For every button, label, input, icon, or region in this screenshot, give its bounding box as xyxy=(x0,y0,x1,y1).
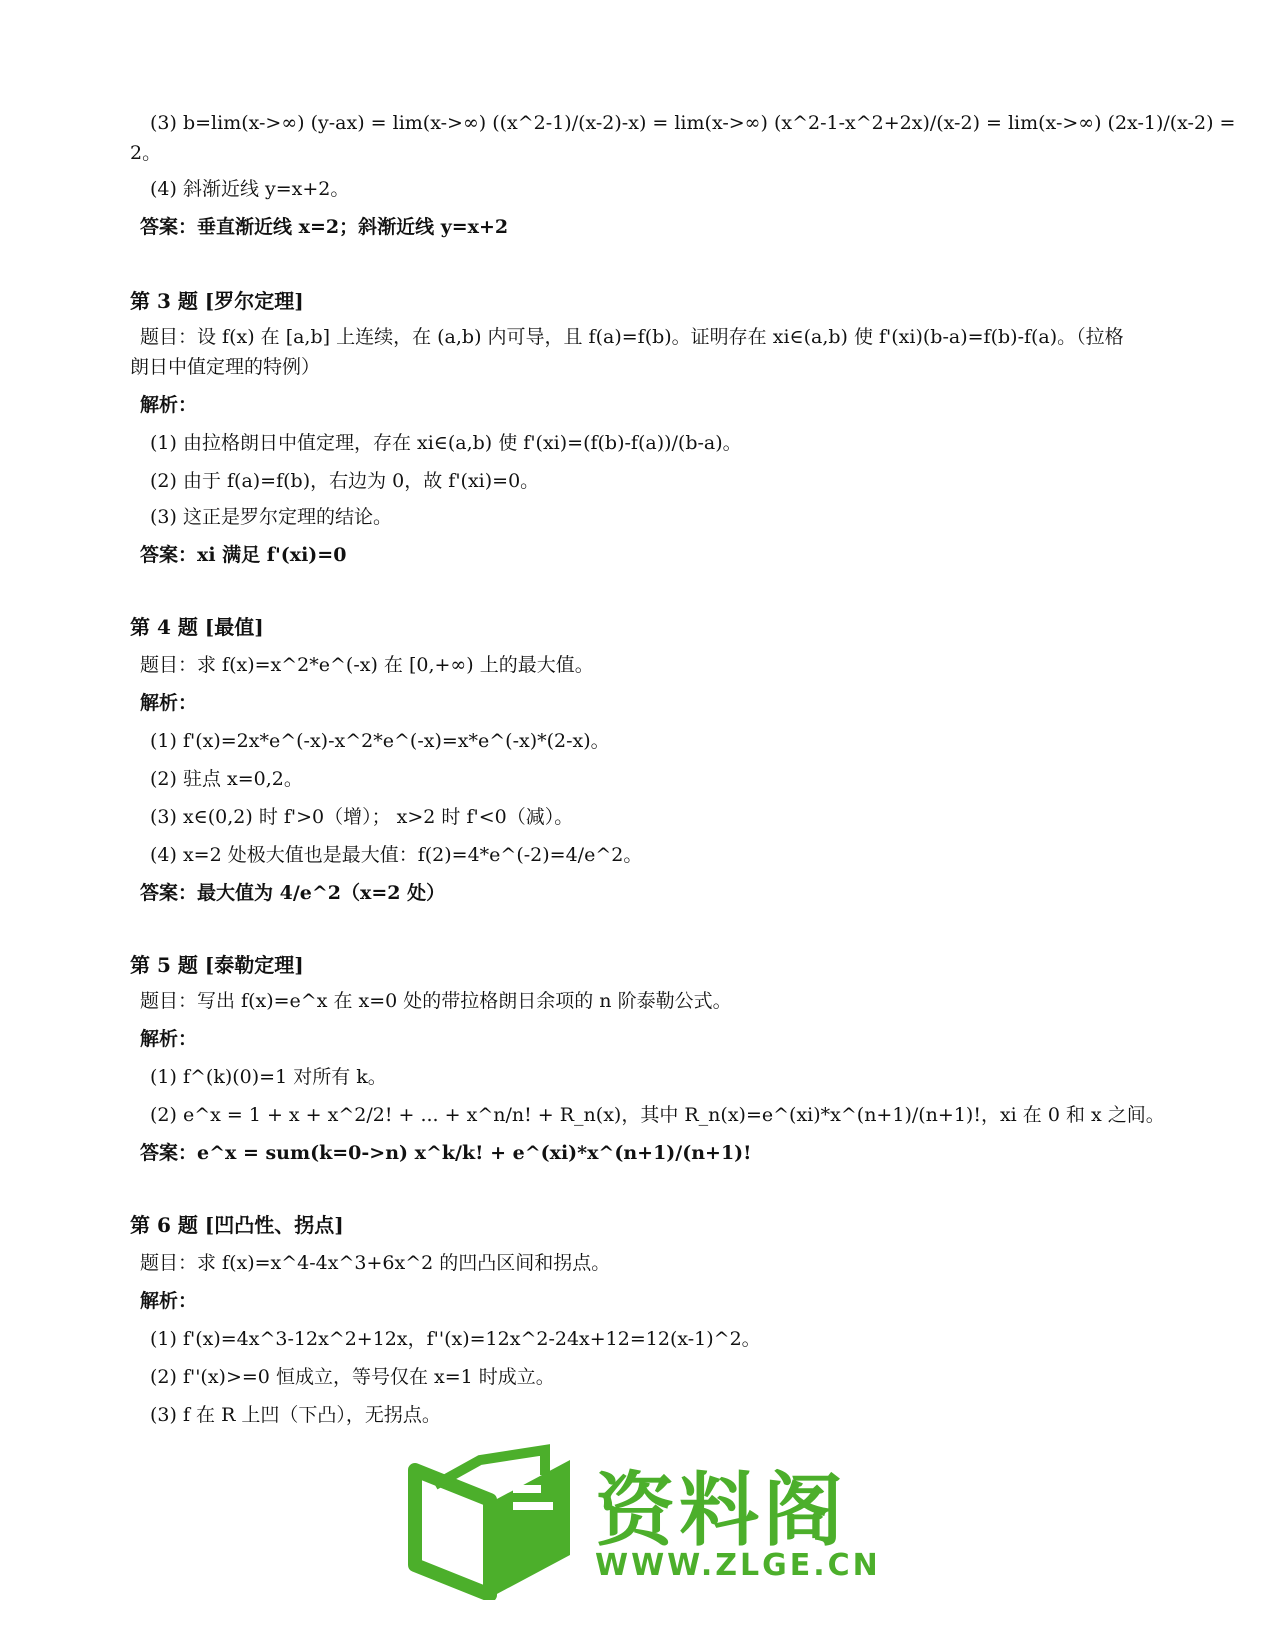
step-line-1: (3) b=lim(x->∞) (y-ax) = lim(x->∞) ((x^2-1)/(x-2)-x) = lim(x->∞) (x^2-1-x^2+2x)/(x-2) = lim(x->∞) (2x-1)/(x-2) = xyxy=(150,112,1236,134)
watermark xyxy=(395,1440,881,1600)
step-line-31: (2) f''(x)>=0 恒成立，等号仅在 x=1 时成立。 xyxy=(150,1366,555,1388)
step-line-17: (2) 驻点 x=0,2。 xyxy=(150,768,303,790)
step-line-32: (3) f 在 R 上凹（下凸），无拐点。 xyxy=(150,1404,441,1426)
question-title-13: 第 4 题 [最值] xyxy=(130,615,264,639)
step-line-18: (3) x∈(0,2) 时 f'>0（增）； x>2 时 f'<0（减）。 xyxy=(150,806,574,828)
text-line-28: 题目：求 f(x)=x^4-4x^3+6x^2 的凹凸区间和拐点。 xyxy=(140,1252,611,1274)
step-line-10: (2) 由于 f(a)=f(b)，右边为 0，故 f'(xi)=0。 xyxy=(150,470,540,492)
answer-or-label-29: 解析： xyxy=(140,1290,198,1312)
answer-or-label-15: 解析： xyxy=(140,692,198,714)
watermark-name: 资料阁 xyxy=(595,1464,847,1557)
watermark-url: WWW.ZLGE.CN xyxy=(595,1548,881,1583)
text-line-2: 2。 xyxy=(130,142,162,164)
text-line-14: 题目：求 f(x)=x^2*e^(-x) 在 [0,+∞) 上的最大值。 xyxy=(140,654,594,676)
answer-or-label-23: 解析： xyxy=(140,1028,198,1050)
question-title-5: 第 3 题 [罗尔定理] xyxy=(130,289,304,313)
text-line-7: 朗日中值定理的特例） xyxy=(130,356,321,378)
text-line-22: 题目：写出 f(x)=e^x 在 x=0 处的带拉格朗日余项的 n 阶泰勒公式。 xyxy=(140,990,732,1012)
open-folder-book-icon xyxy=(395,1440,595,1600)
step-line-24: (1) f^(k)(0)=1 对所有 k。 xyxy=(150,1066,387,1088)
step-line-3: (4) 斜渐近线 y=x+2。 xyxy=(150,178,350,200)
answer-or-label-12: 答案：xi 满足 f'(xi)=0 xyxy=(140,544,347,566)
step-line-19: (4) x=2 处极大值也是最大值：f(2)=4*e^(-2)=4/e^2。 xyxy=(150,844,643,866)
step-line-9: (1) 由拉格朗日中值定理，存在 xi∈(a,b) 使 f'(xi)=(f(b)-f(a))/(b-a)。 xyxy=(150,432,742,454)
step-line-30: (1) f'(x)=4x^3-12x^2+12x，f''(x)=12x^2-24x+12=12(x-1)^2。 xyxy=(150,1328,761,1350)
answer-or-label-20: 答案：最大值为 4/e^2（x=2 处） xyxy=(140,882,446,904)
text-line-6: 题目：设 f(x) 在 [a,b] 上连续，在 (a,b) 内可导，且 f(a)=f(b)。证明存在 xi∈(a,b) 使 f'(xi)(b-a)=f(b)-f(a)。（拉格 xyxy=(140,326,1124,348)
step-line-16: (1) f'(x)=2x*e^(-x)-x^2*e^(-x)=x*e^(-x)*(2-x)。 xyxy=(150,730,610,752)
answer-or-label-26: 答案：e^x = sum(k=0->n) x^k/k! + e^(xi)*x^(n+1)/(n+1)! xyxy=(140,1142,752,1164)
step-line-25: (2) e^x = 1 + x + x^2/2! + ... + x^n/n! + R_n(x)，其中 R_n(x)=e^(xi)*x^(n+1)/(n+1)!，xi 在 0 和 x 之间。 xyxy=(150,1104,1165,1126)
answer-or-label-8: 解析： xyxy=(140,394,198,416)
question-title-21: 第 5 题 [泰勒定理] xyxy=(130,953,304,977)
question-title-27: 第 6 题 [凹凸性、拐点] xyxy=(130,1213,344,1237)
step-line-11: (3) 这正是罗尔定理的结论。 xyxy=(150,506,392,528)
answer-or-label-4: 答案：垂直渐近线 x=2；斜渐近线 y=x+2 xyxy=(140,216,509,238)
